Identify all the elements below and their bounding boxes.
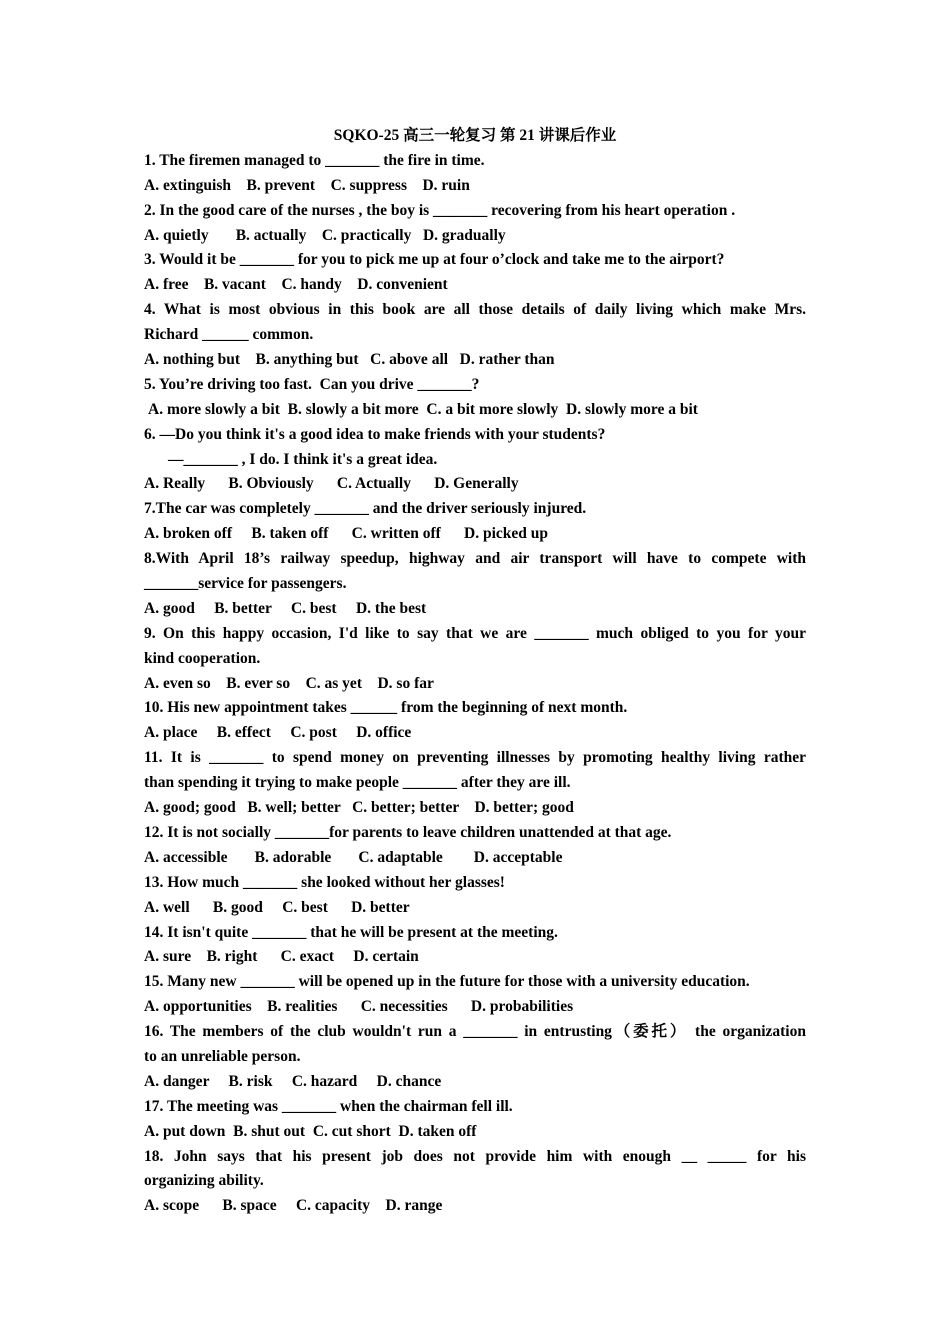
answer-options: A. broken off B. taken off C. written off D. picked up xyxy=(144,525,549,543)
question-text: 1. The firemen managed to _______ the fire in time. xyxy=(144,151,485,169)
question-text: 11. It is _______ to spend money on preventing illnesses by promoting healthy living rather xyxy=(144,749,806,767)
answer-options: A. danger B. risk C. hazard D. chance xyxy=(144,1072,442,1090)
answer-options: A. scope B. space C. capacity D. range xyxy=(144,1197,443,1215)
answer-options: A. good; good B. well; better C. better; better D. better; good xyxy=(144,799,574,817)
answer-options: A. well B. good C. best D. better xyxy=(144,898,410,916)
answer-options: A. place B. effect C. post D. office xyxy=(144,724,412,742)
answer-options: A. nothing but B. anything but C. above all D. rather than xyxy=(144,351,555,369)
question-text: than spending it trying to make people _______ after they are ill. xyxy=(144,774,571,792)
answer-options: A. sure B. right C. exact D. certain xyxy=(144,948,419,966)
question-text: _______service for passengers. xyxy=(144,575,347,593)
answer-options: A. quietly B. actually C. practically D. gradually xyxy=(144,226,506,244)
question-text: 2. In the good care of the nurses , the boy is _______ recovering from his heart operation . xyxy=(144,201,736,219)
question-text: 3. Would it be _______ for you to pick me up at four o’clock and take me to the airport? xyxy=(144,251,725,269)
answer-options: A. accessible B. adorable C. adaptable D. acceptable xyxy=(144,848,563,866)
question-text: 13. How much _______ she looked without her glasses! xyxy=(144,873,505,891)
answer-options: A. more slowly a bit B. slowly a bit more C. a bit more slowly D. slowly more a bit xyxy=(148,400,698,418)
question-text: —_______ , I do. I think it's a great idea. xyxy=(168,450,438,468)
question-text: 9. On this happy occasion, I'd like to say that we are _______ much obliged to you for your xyxy=(144,624,806,642)
answer-options: A. Really B. Obviously C. Actually D. Generally xyxy=(144,475,519,493)
answer-options: A. good B. better C. best D. the best xyxy=(144,599,427,617)
answer-options: A. opportunities B. realities C. necessities D. probabilities xyxy=(144,998,574,1016)
question-text: 16. The members of the club wouldn't run a _______ in entrusting（委托） the organization xyxy=(144,1023,806,1041)
document-title: SQKO-25 高三一轮复习 第 21 讲课后作业 xyxy=(333,127,617,144)
question-text: kind cooperation. xyxy=(144,649,261,667)
question-text: 12. It is not socially _______for parents to leave children unattended at that age. xyxy=(144,823,672,841)
answer-options: A. free B. vacant C. handy D. convenient xyxy=(144,276,448,294)
question-text: 8.With April 18’s railway speedup, highway and air transport will have to compete with xyxy=(144,550,806,568)
answer-options: A. extinguish B. prevent C. suppress D. ruin xyxy=(144,176,470,194)
question-text: 14. It isn't quite _______ that he will be present at the meeting. xyxy=(144,923,558,941)
question-text: 15. Many new _______ will be opened up in the future for those with a university education. xyxy=(144,973,750,991)
question-text: Richard ______ common. xyxy=(144,326,314,344)
question-text: 7.The car was completely _______ and the driver seriously injured. xyxy=(144,500,587,518)
exercise-list xyxy=(144,149,806,1219)
answer-options: A. even so B. ever so C. as yet D. so far xyxy=(144,674,434,692)
question-text: 17. The meeting was _______ when the chairman fell ill. xyxy=(144,1097,513,1115)
question-text: 6. —Do you think it's a good idea to make friends with your students? xyxy=(144,425,606,443)
question-text: 10. His new appointment takes ______ from the beginning of next month. xyxy=(144,699,628,717)
question-text: 4. What is most obvious in this book are all those details of daily living which make Mrs. xyxy=(144,301,806,319)
question-text: 5. You’re driving too fast. Can you drive _______? xyxy=(144,375,480,393)
question-text: to an unreliable person. xyxy=(144,1047,301,1065)
answer-options: A. put down B. shut out C. cut short D. taken off xyxy=(144,1122,477,1140)
document-page xyxy=(144,124,806,1219)
question-text: 18. John says that his present job does not provide him with enough __ _____ for his xyxy=(144,1147,806,1165)
question-text: organizing ability. xyxy=(144,1172,264,1190)
